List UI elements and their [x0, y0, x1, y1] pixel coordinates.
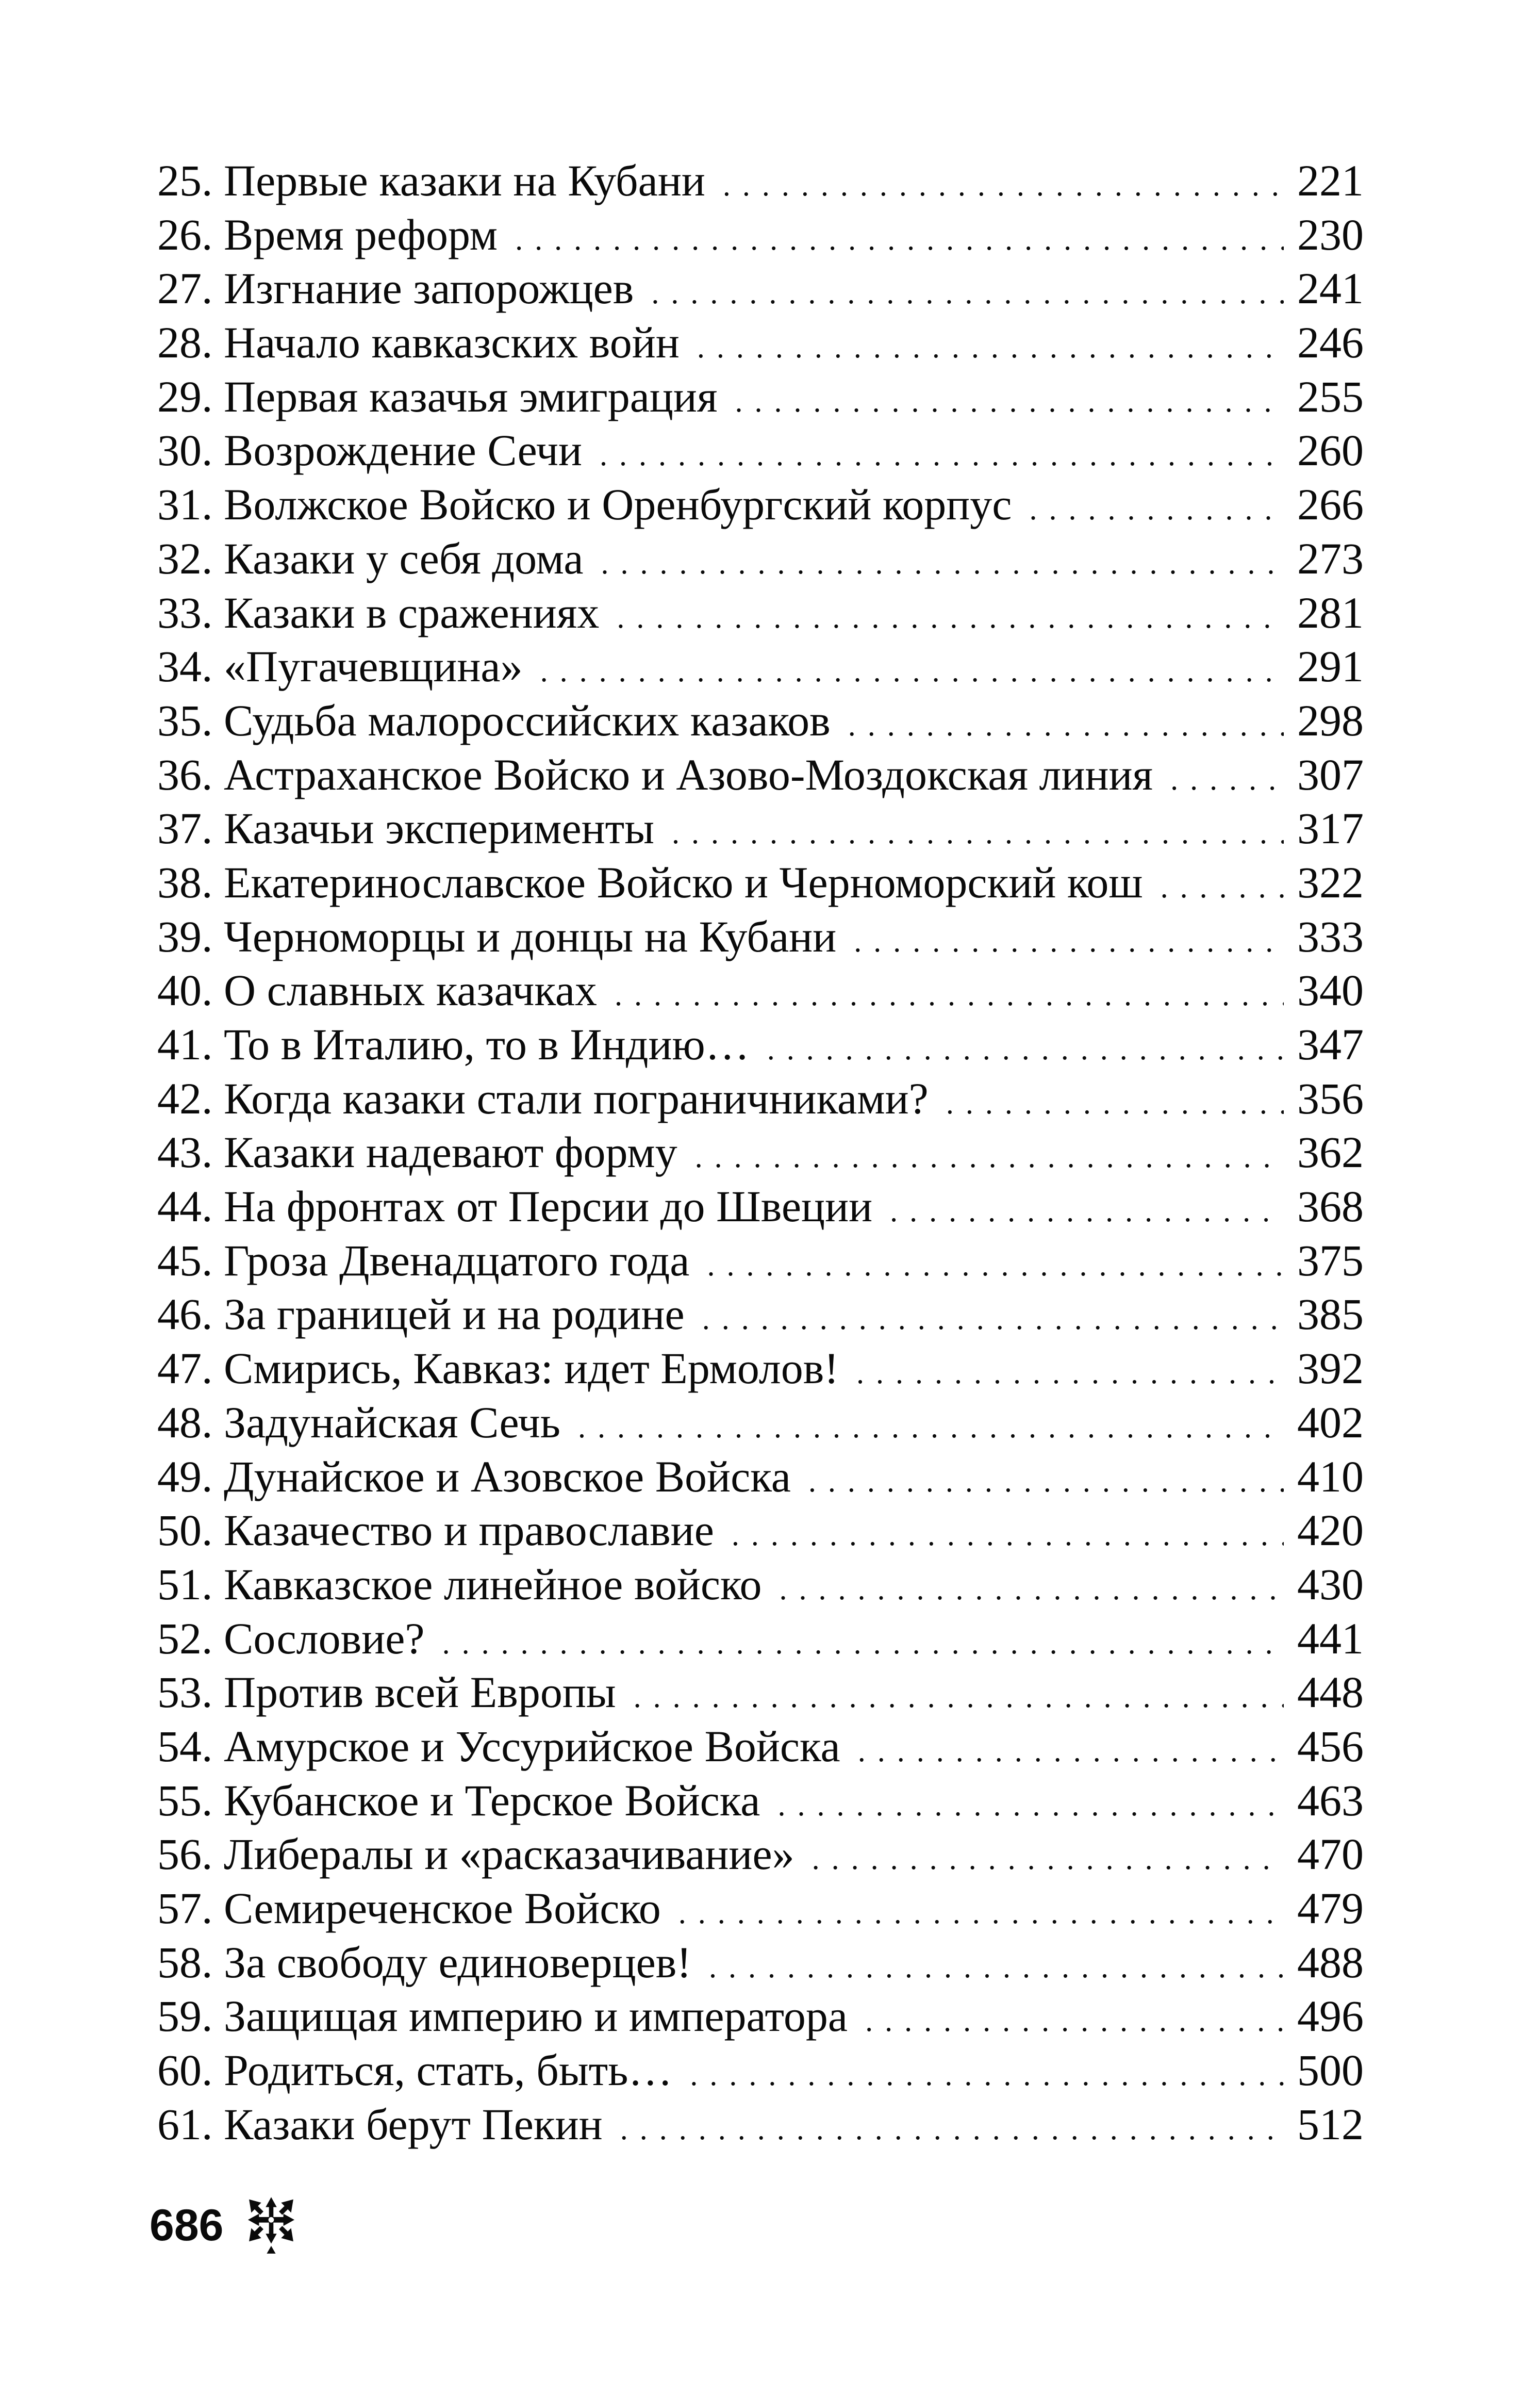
toc-entry-title: 28. Начало кавказских войн — [157, 318, 680, 368]
toc-dot-leader — [767, 1022, 1284, 1076]
toc-entry-page: 291 — [1297, 642, 1364, 692]
toc-entry-title: 37. Казачьи эксперименты — [157, 804, 655, 854]
toc-entry-title: 36. Астраханское Войско и Азово-Моздокская линия — [157, 749, 1153, 799]
toc-dot-leader — [890, 1184, 1284, 1238]
toc-entry-page: 340 — [1297, 965, 1364, 1015]
toc-dot-leader — [540, 644, 1284, 698]
toc-entry-page: 230 — [1297, 209, 1364, 259]
toc-entry-title: 48. Задунайская Сечь — [157, 1397, 561, 1447]
toc-dot-leader — [707, 1238, 1284, 1292]
toc-entry-page: 488 — [1297, 1937, 1364, 1987]
toc-entry — [157, 1125, 1364, 1179]
toc-entry-page: 402 — [1297, 1397, 1364, 1447]
toc-dot-leader — [678, 1886, 1284, 1940]
toc-dot-leader — [615, 968, 1284, 1022]
toc-entry-title: 45. Гроза Двенадцатого года — [157, 1235, 690, 1285]
page-number: 686 — [150, 2200, 224, 2250]
toc-entry — [157, 154, 1364, 208]
toc-entry — [157, 478, 1364, 532]
toc-entry-title: 51. Кавказское линейное войско — [157, 1559, 762, 1609]
toc-entry-page: 420 — [1297, 1505, 1364, 1555]
toc-dot-leader — [672, 806, 1284, 860]
toc-entry-title: 56. Либералы и «расказачивание» — [157, 1829, 794, 1879]
toc-entry — [157, 1612, 1364, 1666]
toc-entry — [157, 1179, 1364, 1234]
toc-entry — [157, 2043, 1364, 2097]
toc-entry — [157, 1287, 1364, 1341]
toc-entry — [157, 1018, 1364, 1072]
toc-entry-page: 496 — [1297, 1991, 1364, 2041]
toc-entry-title: 54. Амурское и Уссурийское Войска — [157, 1721, 840, 1771]
toc-dot-leader — [812, 1832, 1284, 1886]
toc-entry — [157, 694, 1364, 748]
toc-entry-title: 34. «Пугачевщина» — [157, 642, 523, 692]
toc-dot-leader — [690, 2048, 1284, 2102]
toc-entry — [157, 1503, 1364, 1557]
toc-entry-title: 46. За границей и на родине — [157, 1289, 685, 1339]
toc-dot-leader — [856, 1346, 1284, 1400]
toc-entry-page: 456 — [1297, 1721, 1364, 1771]
toc-entry-title: 42. Когда казаки стали пограничниками? — [157, 1073, 929, 1123]
toc-entry-page: 385 — [1297, 1289, 1364, 1339]
toc-entry — [157, 1881, 1364, 1936]
toc-dot-leader — [865, 1994, 1284, 2048]
toc-entry-title: 53. Против всей Европы — [157, 1667, 616, 1717]
toc-entry-page: 241 — [1297, 264, 1364, 314]
toc-entry-title: 55. Кубанское и Терское Войска — [157, 1775, 760, 1825]
toc-entry-page: 375 — [1297, 1235, 1364, 1285]
toc-dot-leader — [709, 1940, 1284, 1994]
toc-entry-title: 40. О славных казачках — [157, 965, 598, 1015]
toc-entry — [157, 1450, 1364, 1504]
toc-dot-leader — [442, 1616, 1284, 1670]
toc-entry-title: 41. То в Италию, то в Индию… — [157, 1020, 750, 1069]
toc-dot-leader — [702, 1292, 1284, 1346]
toc-entry-page: 266 — [1297, 480, 1364, 530]
toc-entry — [157, 1936, 1364, 1990]
toc-entry-title: 44. На фронтах от Персии до Швеции — [157, 1182, 873, 1232]
toc-entry — [157, 423, 1364, 478]
toc-entry-page: 273 — [1297, 533, 1364, 583]
toc-entry — [157, 910, 1364, 964]
page-footer — [150, 2192, 299, 2259]
toc-entry-page: 281 — [1297, 587, 1364, 637]
toc-dot-leader — [695, 1130, 1284, 1184]
toc-entry-page: 307 — [1297, 749, 1364, 799]
toc-entry — [157, 370, 1364, 424]
toc-entry-title: 58. За свободу единоверцев! — [157, 1937, 692, 1987]
toc-entry-page: 441 — [1297, 1613, 1364, 1663]
toc-entry — [157, 1774, 1364, 1828]
toc-entry — [157, 801, 1364, 856]
toc-dot-leader — [946, 1076, 1284, 1130]
toc-entry-page: 221 — [1297, 156, 1364, 205]
toc-dot-leader — [808, 1454, 1284, 1508]
toc-entry-page: 317 — [1297, 804, 1364, 854]
toc-entry-title: 31. Волжское Войско и Оренбургский корпус — [157, 480, 1012, 530]
toc-entry-title: 27. Изгнание запорожцев — [157, 264, 634, 314]
toc-entry-page: 347 — [1297, 1020, 1364, 1069]
toc-dot-leader — [1029, 482, 1284, 536]
toc-entry — [157, 1341, 1364, 1396]
toc-dot-leader — [723, 158, 1284, 212]
toc-entry — [157, 1072, 1364, 1126]
toc-entry — [157, 1557, 1364, 1612]
toc-entry-page: 260 — [1297, 425, 1364, 475]
toc-dot-leader — [620, 2102, 1284, 2156]
toc-entry-page: 368 — [1297, 1182, 1364, 1232]
toc-entry-page: 430 — [1297, 1559, 1364, 1609]
toc-entry-title: 60. Родиться, стать, быть… — [157, 2045, 673, 2095]
toc-entry-title: 52. Сословие? — [157, 1613, 425, 1663]
toc-dot-leader — [854, 914, 1284, 969]
toc-entry — [157, 1989, 1364, 2043]
toc-dot-leader — [735, 374, 1284, 429]
toc-entry-title: 39. Черноморцы и донцы на Кубани — [157, 911, 837, 961]
toc-entry-title: 26. Время реформ — [157, 209, 498, 259]
toc-dot-leader — [858, 1724, 1284, 1778]
toc-entry-page: 470 — [1297, 1829, 1364, 1879]
toc-entry — [157, 2097, 1364, 2152]
toc-entry-page: 463 — [1297, 1775, 1364, 1825]
toc-entry-page: 512 — [1297, 2099, 1364, 2149]
toc-entry — [157, 856, 1364, 910]
toc-dot-leader — [1170, 752, 1284, 807]
toc-entry-title: 38. Екатеринославское Войско и Черноморский кош — [157, 857, 1143, 907]
toc-entry-page: 356 — [1297, 1073, 1364, 1123]
toc-entry — [157, 1719, 1364, 1774]
toc-entry-page: 322 — [1297, 857, 1364, 907]
toc-entry-page: 392 — [1297, 1343, 1364, 1393]
toc-entry-title: 32. Казаки у себя дома — [157, 533, 584, 583]
toc-entry-title: 43. Казаки надевают форму — [157, 1127, 677, 1177]
toc-entry-title: 30. Возрождение Сечи — [157, 425, 582, 475]
toc-dot-leader — [601, 536, 1284, 591]
toc-entry — [157, 1234, 1364, 1288]
toc-entry-title: 61. Казаки берут Пекин — [157, 2099, 603, 2149]
toc-entry-title: 59. Защищая империю и императора — [157, 1991, 848, 2041]
toc-entry-title: 33. Казаки в сражениях — [157, 587, 600, 637]
toc-entry-title: 35. Судьба малороссийских казаков — [157, 695, 831, 745]
toc-entry — [157, 640, 1364, 694]
toc-dot-leader — [777, 1778, 1284, 1832]
toc-entry — [157, 1665, 1364, 1719]
toc-entry-page: 246 — [1297, 318, 1364, 368]
toc-dot-leader — [697, 320, 1284, 374]
toc-entry-page: 298 — [1297, 695, 1364, 745]
toc-dot-leader — [634, 1670, 1284, 1724]
toc-dot-leader — [600, 428, 1284, 482]
table-of-contents — [157, 154, 1364, 2151]
toc-dot-leader — [1161, 860, 1284, 914]
toc-entry-title: 25. Первые казаки на Кубани — [157, 156, 705, 205]
toc-entry — [157, 316, 1364, 370]
toc-dot-leader — [617, 591, 1284, 645]
toc-entry — [157, 586, 1364, 640]
toc-entry — [157, 208, 1364, 262]
toc-entry-page: 479 — [1297, 1883, 1364, 1933]
toc-entry — [157, 748, 1364, 802]
toc-entry-title: 57. Семиреченское Войско — [157, 1883, 661, 1933]
toc-entry — [157, 1827, 1364, 1881]
toc-entry — [157, 1396, 1364, 1450]
toc-dot-leader — [848, 698, 1284, 752]
toc-entry-page: 255 — [1297, 371, 1364, 421]
toc-dot-leader — [732, 1508, 1284, 1562]
toc-entry-page: 333 — [1297, 911, 1364, 961]
toc-entry-title: 47. Смирись, Кавказ: идет Ермолов! — [157, 1343, 839, 1393]
toc-dot-leader — [515, 212, 1284, 267]
toc-entry-page: 500 — [1297, 2045, 1364, 2095]
toc-entry-page: 362 — [1297, 1127, 1364, 1177]
toc-dot-leader — [779, 1562, 1284, 1616]
toc-entry — [157, 532, 1364, 586]
toc-entry-title: 50. Казачество и православие — [157, 1505, 714, 1555]
toc-entry-page: 410 — [1297, 1451, 1364, 1501]
toc-dot-leader — [651, 266, 1284, 320]
toc-dot-leader — [578, 1400, 1284, 1454]
toc-entry-title: 29. Первая казачья эмиграция — [157, 371, 718, 421]
toc-entry — [157, 963, 1364, 1018]
toc-entry-title: 49. Дунайское и Азовское Войска — [157, 1451, 791, 1501]
cross-ornament-icon — [243, 2195, 299, 2256]
toc-entry-page: 448 — [1297, 1667, 1364, 1717]
toc-entry — [157, 261, 1364, 316]
